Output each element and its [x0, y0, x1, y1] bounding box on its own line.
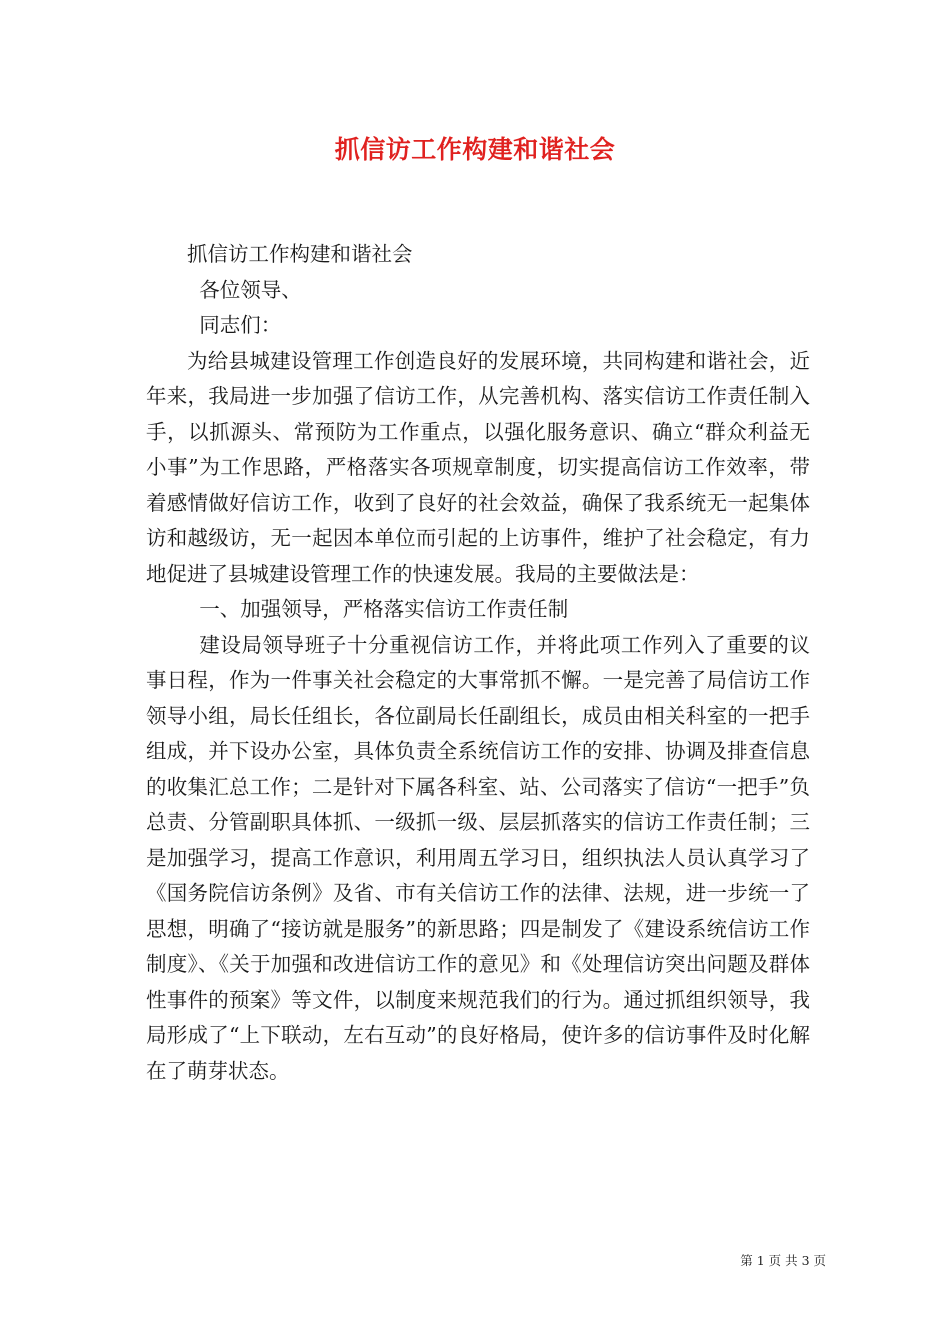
page-number: 第 1 页 共 3 页: [740, 1253, 826, 1268]
section-1-paragraph: 建设局领导班子十分重视信访工作，并将此项工作列入了重要的议事日程，作为一件事关社会稳定的大事常抓不懈。一是完善了局信访工作领导小组，局长任组长，各位副局长任副组长，成员由相关科室的一把手组成，并下设办公室，具体负责全系统信访工作的安排、协调及排查信息的收集汇总工作；二是针对下属各科室、站、公司落实了信访“一把手”负总责、分管副职具体抓、一级抓一级、层层抓落实的信访工作责任制；三是加强学习，提高工作意识，利用周五学习日，组织执法人员认真学习了《国务院信访条例》及省、市有关信访工作的法律、法规，进一步统一了思想，明确了“接访就是服务”的新思路；四是制发了《建设系统信访工作制度》、《关于加强和改进信访工作的意见》和《处理信访突出问题及群体性事件的预案》等文件，以制度来规范我们的行为。通过抓组织领导，我局形成了“上下联动，左右互动”的良好格局，使许多的信访事件及时化解在了萌芽状态。: [146, 632, 810, 1083]
salutation-comrades: 同志们：: [199, 313, 282, 337]
intro-paragraph: 为给县城建设管理工作创造良好的发展环境，共同构建和谐社会，近年来，我局进一步加强了信访工作，从完善机构、落实信访工作责任制入手，以抓源头、常预防为工作重点，以强化服务意识、确立“群众利益无小事”为工作思路，严格落实各项规章制度，切实提高信访工作效率，带着感情做好信访工作，收到了良好的社会效益，确保了我系统无一起集体访和越级访，无一起因本单位而引起的上访事件，维护了社会稳定，有力地促进了县城建设管理工作的快速发展。我局的主要做法是：: [146, 348, 810, 586]
document-title: 抓信访工作构建和谐社会: [334, 135, 616, 164]
section-heading-1: 一、加强领导，严格落实信访工作责任制: [199, 597, 569, 621]
document-body: [146, 237, 810, 1089]
body-heading: 抓信访工作构建和谐社会: [187, 242, 413, 266]
salutation-leaders: 各位领导、: [199, 277, 302, 302]
